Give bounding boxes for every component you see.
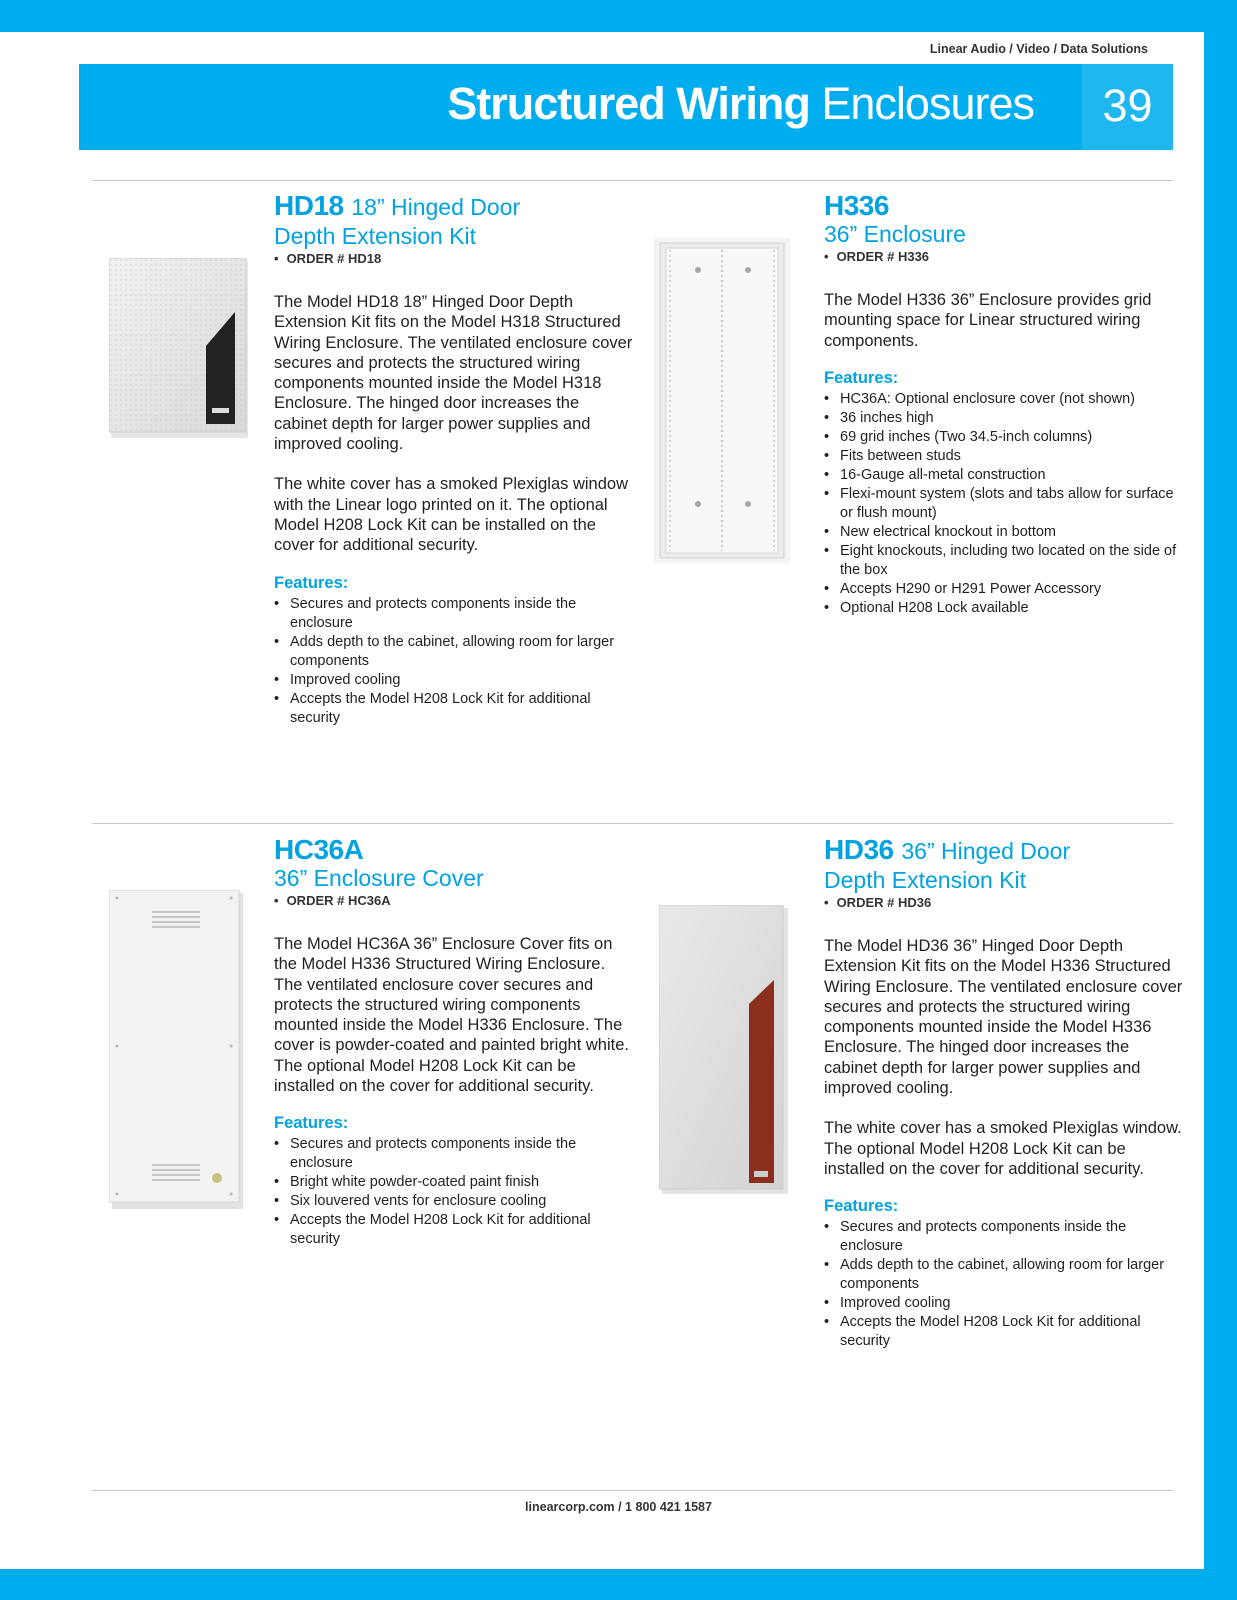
product-h336-heading (824, 190, 1184, 221)
list-item: • New electrical knockout in bottom (824, 523, 1184, 542)
page-number-box (1082, 64, 1173, 150)
product-hd18-features-title: Features: (274, 573, 349, 592)
product-hd36-heading (824, 834, 1184, 867)
list-item: • 16-Gauge all-metal construction (824, 466, 1184, 485)
list-item: • Flexi-mount system (slots and tabs allow for surface or flush mount) (824, 485, 1184, 523)
product-hd36-features-list (824, 1218, 1184, 1351)
product-h336-features-list (824, 390, 1184, 618)
right-frame-bar (1204, 0, 1237, 1600)
top-frame-bar (0, 0, 1237, 32)
product-hd36-description-2: The white cover has a smoked Plexiglas window. The optional Model H208 Lock Kit can be installed on the cover for additional security. (824, 1119, 1182, 1178)
product-hc36a-heading (274, 834, 634, 865)
product-hd36-model-suffix: 36” Hinged Door (901, 838, 1071, 864)
divider-top (92, 180, 1173, 181)
product-hd18-description-1: The Model HD18 18” Hinged Door Depth Extension Kit fits on the Model H318 Structured Wiring Enclosure. The ventilated enclosure cover secures and protects the structured wiring components mounted inside the Model H318 Enclosure. The hinged door increases the cabinet depth for larger power supplies and improved cooling. (274, 293, 633, 454)
product-hc36a (274, 834, 634, 1249)
list-item: • Six louvered vents for enclosure cooling (274, 1192, 634, 1211)
list-item: • HC36A: Optional enclosure cover (not shown) (824, 390, 1184, 409)
bottom-frame-bar (0, 1569, 1237, 1600)
list-item: • Accepts H290 or H291 Power Accessory (824, 580, 1184, 599)
list-item: • Accepts the Model H208 Lock Kit for additional security (824, 1313, 1184, 1351)
product-hd36-description-1: The Model HD36 36” Hinged Door Depth Extension Kit fits on the Model H336 Structured Wiring Enclosure. The ventilated enclosure cover secures and protects the structured wiring components mounted inside the Model H336 Enclosure. The hinged door increases the cabinet depth for larger power supplies and improved cooling. (824, 937, 1183, 1098)
product-hc36a-order-number: ORDER # HC36A (286, 893, 391, 908)
product-hc36a-features-title: Features: (274, 1114, 349, 1133)
list-item: • Optional H208 Lock available (824, 599, 1184, 618)
product-hd18-order-number: ORDER # HD18 (286, 251, 382, 266)
product-hc36a-model: HC36A (274, 834, 364, 865)
divider-middle (92, 823, 1173, 824)
list-item: • Bright white powder-coated paint finish (274, 1173, 634, 1192)
list-item: • Secures and protects components inside the enclosure (274, 595, 634, 633)
list-item: • Adds depth to the cabinet, allowing room for larger components (824, 1256, 1184, 1294)
product-hd18-model-suffix: 18” Hinged Door (351, 194, 521, 220)
list-item: • Secures and protects components inside the enclosure (274, 1135, 634, 1173)
product-h336 (824, 190, 1184, 618)
list-item: • Accepts the Model H208 Lock Kit for additional security (274, 690, 634, 728)
footer-contact: linearcorp.com / 1 800 421 1587 (525, 1500, 712, 1514)
hd18-product-photo (109, 258, 252, 440)
product-hc36a-subtitle: 36” Enclosure Cover (274, 865, 484, 891)
list-item: • Improved cooling (274, 671, 634, 690)
page-title-light: Enclosures (821, 78, 1034, 129)
product-h336-order-number: ORDER # H336 (836, 249, 930, 264)
product-hd36-order: • ORDER # HD36 (824, 895, 932, 910)
product-hd36-subtitle: Depth Extension Kit (824, 867, 1027, 893)
page-title (447, 78, 1034, 130)
product-hd36-features-title: Features: (824, 1197, 899, 1216)
product-hd18 (274, 190, 634, 728)
product-h336-features-title: Features: (824, 368, 899, 387)
list-item: • Eight knockouts, including two located on the side of the box (824, 542, 1184, 580)
list-item: • Fits between studs (824, 447, 1184, 466)
page-title-bold: Structured Wiring (447, 78, 810, 129)
product-hc36a-features-list (274, 1135, 634, 1249)
product-hd18-subtitle: Depth Extension Kit (274, 223, 477, 249)
hd36-product-photo (659, 905, 789, 1195)
product-hd18-features-list (274, 595, 634, 728)
list-item: • Secures and protects components inside the enclosure (824, 1218, 1184, 1256)
product-h336-model: H336 (824, 190, 889, 221)
list-item: • 36 inches high (824, 409, 1184, 428)
product-hc36a-description: The Model HC36A 36” Enclosure Cover fits on the Model H336 Structured Wiring Enclosure. The ventilated enclosure cover secures and protects the structured wiring components mounted inside the Model H336 Enclosure. The cover is powder-coated and painted bright white. The optional Model H208 Lock Kit can be installed on the cover for additional security. (274, 935, 629, 1096)
brand-line: Linear Audio / Video / Data Solutions (929, 42, 1148, 56)
hc36a-product-photo (109, 890, 245, 1210)
list-item: • Improved cooling (824, 1294, 1184, 1313)
page-number: 39 (1102, 80, 1153, 131)
product-hd36 (824, 834, 1184, 1351)
h336-product-photo (654, 238, 790, 563)
product-hd36-order-number: ORDER # HD36 (836, 895, 932, 910)
list-item: • Adds depth to the cabinet, allowing room for larger components (274, 633, 634, 671)
list-item: • Accepts the Model H208 Lock Kit for additional security (274, 1211, 634, 1249)
product-hc36a-order: • ORDER # HC36A (274, 893, 391, 908)
list-item: • 69 grid inches (Two 34.5-inch columns) (824, 428, 1184, 447)
product-h336-subtitle: 36” Enclosure (824, 221, 966, 247)
product-hd18-model: HD18 (274, 190, 344, 221)
product-hd18-description-2: The white cover has a smoked Plexiglas window with the Linear logo printed on it. The optional Model H208 Lock Kit can be installed on the cover for additional security. (274, 475, 629, 555)
product-h336-order: • ORDER # H336 (824, 249, 930, 264)
divider-bottom (92, 1490, 1173, 1491)
product-h336-description: The Model H336 36” Enclosure provides grid mounting space for Linear structured wiring components. (824, 291, 1152, 350)
title-banner (79, 64, 1082, 150)
product-hd18-order: • ORDER # HD18 (274, 251, 382, 266)
product-hd36-model: HD36 (824, 834, 894, 865)
product-hd18-heading (274, 190, 634, 223)
